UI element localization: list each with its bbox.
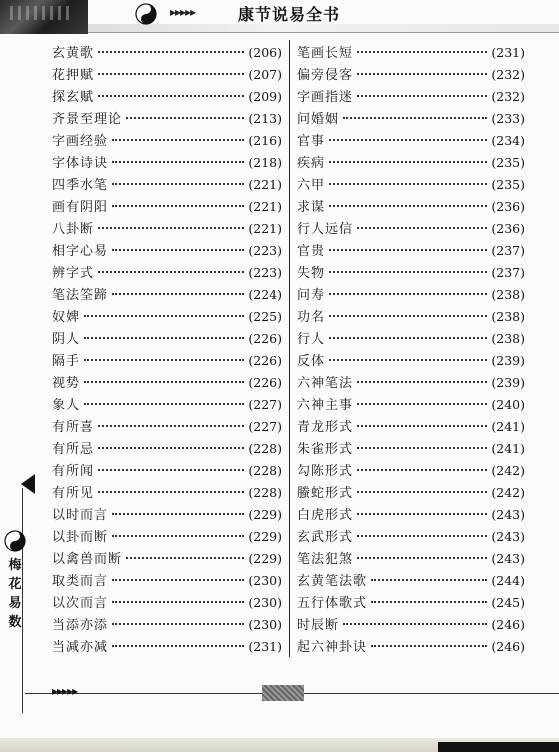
toc-entry xyxy=(52,284,282,306)
toc-entry xyxy=(297,42,525,64)
toc-dot-leader xyxy=(112,512,244,515)
toc-dot-leader xyxy=(84,402,244,405)
toc-entry xyxy=(297,636,525,658)
toc-entry-title: 行人远信 xyxy=(297,222,354,237)
toc-dot-leader xyxy=(84,380,244,383)
toc-entry xyxy=(297,526,525,548)
toc-entry xyxy=(297,614,525,636)
toc-dot-leader xyxy=(112,292,244,295)
toc-entry xyxy=(52,64,282,86)
toc-dot-leader xyxy=(112,138,244,141)
toc-entry-title: 取类而言 xyxy=(52,574,109,589)
toc-entry xyxy=(297,240,525,262)
toc-dot-leader xyxy=(357,424,487,427)
toc-entry xyxy=(52,548,282,570)
toc-dot-leader xyxy=(112,534,244,537)
toc-dot-leader xyxy=(84,358,244,361)
yin-yang-icon xyxy=(4,530,26,552)
toc-entry-page: (238) xyxy=(491,331,525,346)
toc-dot-leader xyxy=(98,50,244,53)
toc-right-column xyxy=(297,42,525,658)
toc-entry-page: (207) xyxy=(248,67,282,82)
toc-entry-page: (237) xyxy=(491,265,525,280)
toc-entry-title: 起六神卦诀 xyxy=(297,640,368,655)
toc-entry-page: (243) xyxy=(491,529,525,544)
column-divider xyxy=(289,40,290,657)
toc-dot-leader xyxy=(112,622,244,625)
toc-dot-leader xyxy=(357,446,487,449)
header-bar xyxy=(88,24,559,33)
toc-dot-leader xyxy=(98,270,244,273)
toc-entry-title: 反体 xyxy=(297,354,326,369)
toc-entry-page: (230) xyxy=(248,617,282,632)
toc-entry xyxy=(297,152,525,174)
toc-entry-page: (241) xyxy=(491,419,525,434)
toc-entry-page: (221) xyxy=(248,177,282,192)
toc-entry-title: 以时而言 xyxy=(52,508,109,523)
toc-entry-title: 白虎形式 xyxy=(297,508,354,523)
toc-entry-title: 笔画长短 xyxy=(297,46,354,61)
toc-entry-title: 笔法筌蹄 xyxy=(52,288,109,303)
toc-entry-title: 功名 xyxy=(297,310,326,325)
toc-dot-leader xyxy=(98,94,244,97)
toc-entry-page: (243) xyxy=(491,551,525,566)
toc-entry xyxy=(52,416,282,438)
toc-entry-page: (241) xyxy=(491,441,525,456)
toc-dot-leader xyxy=(329,270,487,273)
toc-entry-title: 疾病 xyxy=(297,156,326,171)
toc-entry-page: (223) xyxy=(248,243,282,258)
toc-entry xyxy=(52,130,282,152)
toc-dot-leader xyxy=(98,424,244,427)
toc-entry-title: 有所见 xyxy=(52,486,95,501)
toc-entry xyxy=(52,460,282,482)
toc-entry-title: 花押赋 xyxy=(52,68,95,83)
toc-entry-page: (235) xyxy=(491,177,525,192)
toc-entry-title: 问寿 xyxy=(297,288,326,303)
header-photo xyxy=(0,0,88,34)
toc-entry-title: 玄黄笔法歌 xyxy=(297,574,368,589)
toc-entry-page: (221) xyxy=(248,199,282,214)
toc-entry-page: (224) xyxy=(248,287,282,302)
toc-entry-title: 当添亦添 xyxy=(52,618,109,633)
toc-dot-leader xyxy=(329,138,487,141)
toc-dot-leader xyxy=(357,380,487,383)
toc-dot-leader xyxy=(98,468,244,471)
toc-entry-page: (226) xyxy=(248,353,282,368)
toc-entry-title: 探玄赋 xyxy=(52,90,95,105)
toc-entry xyxy=(52,394,282,416)
toc-dot-leader xyxy=(343,622,487,625)
toc-entry xyxy=(52,196,282,218)
toc-entry-title: 视势 xyxy=(52,376,81,391)
toc-entry xyxy=(297,328,525,350)
toc-dot-leader xyxy=(84,314,244,317)
toc-entry xyxy=(52,614,282,636)
toc-left-column xyxy=(52,42,282,658)
toc-entry-title: 以次而言 xyxy=(52,596,109,611)
toc-entry-page: (234) xyxy=(491,133,525,148)
toc-dot-leader xyxy=(329,358,487,361)
toc-entry-title: 四季水笔 xyxy=(52,178,109,193)
toc-entry xyxy=(297,284,525,306)
toc-entry xyxy=(297,460,525,482)
toc-dot-leader xyxy=(126,116,244,119)
toc-entry xyxy=(297,438,525,460)
toc-dot-leader xyxy=(112,578,244,581)
toc-dot-leader xyxy=(98,72,244,75)
toc-entry-title: 时辰断 xyxy=(297,618,340,633)
toc-entry xyxy=(52,86,282,108)
toc-entry-title: 奴婢 xyxy=(52,310,81,325)
toc-entry-page: (236) xyxy=(491,221,525,236)
toc-entry-page: (239) xyxy=(491,375,525,390)
toc-entry-title: 以卦而断 xyxy=(52,530,109,545)
toc-entry xyxy=(297,130,525,152)
toc-entry xyxy=(52,372,282,394)
toc-entry xyxy=(297,196,525,218)
toc-entry-page: (231) xyxy=(491,45,525,60)
footer-arrows: ▸▸▸▸▸ xyxy=(52,684,78,698)
toc-entry-page: (228) xyxy=(248,441,282,456)
toc-entry xyxy=(52,482,282,504)
toc-dot-leader xyxy=(329,292,487,295)
toc-entry-title: 朱雀形式 xyxy=(297,442,354,457)
toc-entry-title: 行人 xyxy=(297,332,326,347)
side-book-title: 梅 花 易 数 xyxy=(8,558,22,630)
toc-entry-page: (226) xyxy=(248,375,282,390)
toc-entry-title: 问婚姻 xyxy=(297,112,340,127)
page-edge-shadow xyxy=(438,742,559,752)
toc-dot-leader xyxy=(329,336,487,339)
toc-entry xyxy=(52,636,282,658)
toc-entry-page: (232) xyxy=(491,67,525,82)
toc-entry xyxy=(52,526,282,548)
toc-dot-leader xyxy=(126,556,244,559)
toc-dot-leader xyxy=(112,204,244,207)
toc-dot-leader xyxy=(357,512,487,515)
page-title: 康节说易全书 xyxy=(238,5,341,24)
toc-entry xyxy=(297,350,525,372)
toc-entry-title: 青龙形式 xyxy=(297,420,354,435)
toc-entry xyxy=(52,328,282,350)
toc-entry-title: 齐景至理论 xyxy=(52,112,123,127)
toc-entry-title: 八卦断 xyxy=(52,222,95,237)
toc-entry-page: (213) xyxy=(248,111,282,126)
toc-dot-leader xyxy=(371,644,487,647)
toc-entry-title: 偏旁侵客 xyxy=(297,68,354,83)
toc-dot-leader xyxy=(357,94,487,97)
toc-entry xyxy=(297,262,525,284)
toc-entry xyxy=(297,218,525,240)
toc-entry xyxy=(297,482,525,504)
toc-entry xyxy=(297,174,525,196)
toc-dot-leader xyxy=(357,72,487,75)
toc-entry-title: 字画经验 xyxy=(52,134,109,149)
toc-entry-page: (230) xyxy=(248,573,282,588)
toc-entry-title: 隔手 xyxy=(52,354,81,369)
toc-entry-title: 有所忌 xyxy=(52,442,95,457)
toc-dot-leader xyxy=(98,226,244,229)
toc-entry xyxy=(52,240,282,262)
toc-dot-leader xyxy=(84,336,244,339)
toc-entry-title: 相字心易 xyxy=(52,244,109,259)
toc-entry-title: 玄武形式 xyxy=(297,530,354,545)
toc-entry-title: 画有阴阳 xyxy=(52,200,109,215)
toc-entry xyxy=(297,592,525,614)
toc-entry xyxy=(297,570,525,592)
toc-entry-title: 官事 xyxy=(297,134,326,149)
toc-entry-title: 玄黄歌 xyxy=(52,46,95,61)
toc-entry xyxy=(52,152,282,174)
toc-entry-page: (227) xyxy=(248,419,282,434)
toc-entry-title: 求谋 xyxy=(297,200,326,215)
toc-entry-page: (239) xyxy=(491,353,525,368)
toc-entry xyxy=(52,438,282,460)
toc-entry-page: (242) xyxy=(491,463,525,478)
toc-entry-title: 有所闻 xyxy=(52,464,95,479)
toc-entry xyxy=(52,262,282,284)
toc-entry xyxy=(52,592,282,614)
toc-dot-leader xyxy=(329,160,487,163)
toc-entry-page: (229) xyxy=(248,529,282,544)
toc-entry-title: 勾陈形式 xyxy=(297,464,354,479)
toc-dot-leader xyxy=(357,50,487,53)
toc-dot-leader xyxy=(112,160,244,163)
toc-entry-title: 字体诗诀 xyxy=(52,156,109,171)
toc-entry-page: (244) xyxy=(491,573,525,588)
toc-entry-page: (223) xyxy=(248,265,282,280)
toc-dot-leader xyxy=(329,314,487,317)
toc-entry-page: (229) xyxy=(248,507,282,522)
toc-entry xyxy=(297,394,525,416)
toc-entry-page: (238) xyxy=(491,309,525,324)
toc-entry-page: (225) xyxy=(248,309,282,324)
toc-entry-page: (228) xyxy=(248,485,282,500)
toc-entry-title: 官贵 xyxy=(297,244,326,259)
toc-dot-leader xyxy=(357,556,487,559)
toc-entry-page: (229) xyxy=(248,551,282,566)
toc-entry xyxy=(297,64,525,86)
toc-dot-leader xyxy=(371,600,487,603)
toc-entry-title: 六神主事 xyxy=(297,398,354,413)
toc-entry-page: (240) xyxy=(491,397,525,412)
toc-entry xyxy=(297,86,525,108)
toc-entry xyxy=(297,416,525,438)
toc-entry-page: (243) xyxy=(491,507,525,522)
toc-dot-leader xyxy=(357,468,487,471)
toc-entry-title: 六甲 xyxy=(297,178,326,193)
toc-dot-leader xyxy=(329,248,487,251)
toc-dot-leader xyxy=(112,600,244,603)
toc-entry-page: (230) xyxy=(248,595,282,610)
toc-entry-page: (242) xyxy=(491,485,525,500)
toc-dot-leader xyxy=(98,446,244,449)
toc-entry-page: (227) xyxy=(248,397,282,412)
toc-dot-leader xyxy=(112,248,244,251)
toc-entry xyxy=(52,218,282,240)
toc-dot-leader xyxy=(357,402,487,405)
toc-entry xyxy=(297,548,525,570)
page-number-block xyxy=(262,685,304,701)
toc-dot-leader xyxy=(371,578,487,581)
toc-entry xyxy=(52,350,282,372)
toc-dot-leader xyxy=(357,534,487,537)
toc-entry-page: (216) xyxy=(248,133,282,148)
toc-entry-page: (233) xyxy=(491,111,525,126)
toc-dot-leader xyxy=(343,116,487,119)
toc-entry-title: 笔法犯煞 xyxy=(297,552,354,567)
toc-dot-leader xyxy=(98,490,244,493)
toc-entry-page: (237) xyxy=(491,243,525,258)
toc-entry-page: (218) xyxy=(248,155,282,170)
toc-entry-page: (231) xyxy=(248,639,282,654)
toc-entry-page: (206) xyxy=(248,45,282,60)
toc-entry-page: (226) xyxy=(248,331,282,346)
yin-yang-icon xyxy=(135,3,157,25)
toc-dot-leader xyxy=(112,644,244,647)
toc-entry-title: 象人 xyxy=(52,398,81,413)
toc-entry xyxy=(297,306,525,328)
toc-entry-title: 六神笔法 xyxy=(297,376,354,391)
toc-entry-page: (246) xyxy=(491,617,525,632)
toc-entry xyxy=(297,504,525,526)
toc-entry-title: 以禽兽而断 xyxy=(52,552,123,567)
toc-dot-leader xyxy=(357,490,487,493)
toc-entry-page: (236) xyxy=(491,199,525,214)
toc-entry-title: 失物 xyxy=(297,266,326,281)
toc-entry xyxy=(52,174,282,196)
toc-entry xyxy=(52,42,282,64)
toc-entry-page: (245) xyxy=(491,595,525,610)
toc-dot-leader xyxy=(329,204,487,207)
toc-entry-page: (235) xyxy=(491,155,525,170)
toc-entry-title: 字画指迷 xyxy=(297,90,354,105)
toc-entry-page: (238) xyxy=(491,287,525,302)
toc-entry-title: 螣蛇形式 xyxy=(297,486,354,501)
toc-entry xyxy=(52,306,282,328)
toc-entry xyxy=(297,372,525,394)
toc-dot-leader xyxy=(357,226,487,229)
toc-entry-page: (228) xyxy=(248,463,282,478)
toc-entry-page: (221) xyxy=(248,221,282,236)
toc-entry-title: 阴人 xyxy=(52,332,81,347)
toc-entry-title: 有所喜 xyxy=(52,420,95,435)
arrow-left-icon xyxy=(21,474,35,494)
toc-entry xyxy=(52,504,282,526)
toc-entry-page: (246) xyxy=(491,639,525,654)
toc-entry xyxy=(52,108,282,130)
toc-dot-leader xyxy=(112,182,244,185)
toc-dot-leader xyxy=(329,182,487,185)
header-arrows: ▸▸▸▸▸ xyxy=(170,5,196,19)
toc-entry xyxy=(297,108,525,130)
toc-entry xyxy=(52,570,282,592)
toc-entry-page: (232) xyxy=(491,89,525,104)
toc-entry-title: 五行体歌式 xyxy=(297,596,368,611)
toc-entry-title: 辨字式 xyxy=(52,266,95,281)
toc-entry-page: (209) xyxy=(248,89,282,104)
toc-entry-title: 当减亦减 xyxy=(52,640,109,655)
